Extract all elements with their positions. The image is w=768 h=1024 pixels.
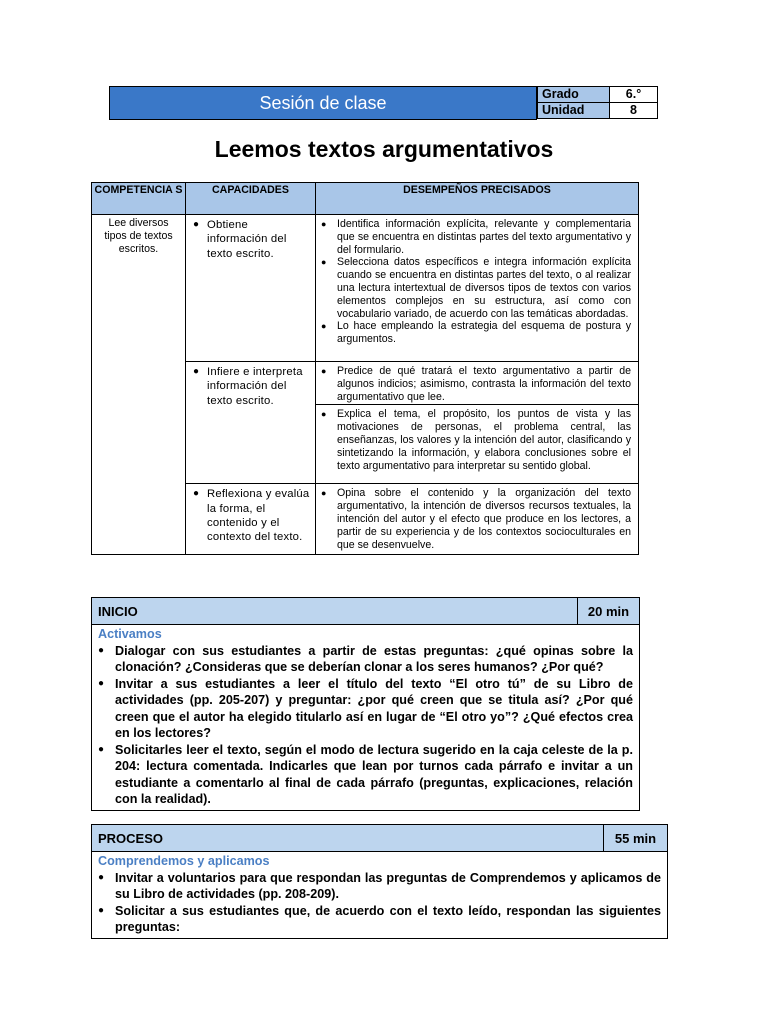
header-capacidades: CAPACIDADES [186,183,316,215]
bullet-icon: ● [321,366,327,376]
header-competencias: COMPETENCIA S [92,183,186,215]
bullet-icon: ● [321,257,327,268]
performance-cell [316,484,639,555]
list-item: ● Solicitar a sus estudiantes que, de acuerdo con el texto leído, respondan las siguientes preguntas: [98,903,661,934]
grade-label: Grado [538,87,610,103]
unit-label: Unidad [538,103,610,119]
proceso-section [91,824,668,939]
competencies-table [91,182,639,555]
bullet-icon: ● [98,871,105,883]
competency-cell [92,215,186,555]
inicio-label: INICIO [92,598,578,625]
table-header-row [92,183,639,215]
capacity-text: Infiere e interpreta información del texto escrito. [207,366,303,407]
capacity-cell [186,484,316,555]
capacity-text: Reflexiona y evalúa la forma, el contenido y el contexto del texto. [207,488,310,544]
performance-text: Predice de qué tratará el texto argumentativo a partir de algunos indicios; asimismo, contrasta la información del texto argumentativo que lee. [337,365,631,403]
performance-text: Opina sobre el contenido y la organización del texto argumentativo, la intención de diversos recursos textuales, la intención del autor y el efecto que produce en los lectores, a partir de su experiencia y de los contextos socioculturales en que se desenvuelve. [337,487,631,551]
table-row [92,215,639,362]
inicio-subtitle: Activamos [98,627,162,641]
header-desempenos: DESEMPEÑOS PRECISADOS [316,183,639,215]
bullet-icon: ● [193,366,200,377]
list-item: ● Invitar a sus estudiantes a leer el título del texto “El otro tú” de su Libro de actividades (pp. 205-207) y preguntar: ¿por qué creen que se titula así? ¿Por qué creen que el autor ha elegido titularlo así en lugar de “El otro yo”? ¿Qué efectos crea en los lectores? [98,676,633,740]
proceso-label: PROCESO [92,825,604,852]
list-item: ● Solicitarles leer el texto, según el modo de lectura sugerido en la caja celeste de la p. 204: lectura comentada. Indicarles que lean por turnos cada párrafo e invitar a un estudiante a comentarlo al final de cada párrafo (preguntas, explicaciones, relación con la realidad). [98,742,633,806]
competency-text: Lee diversos tipos de textos escritos. [104,217,173,255]
performance-text: Explica el tema, el propósito, los puntos de vista y las motivaciones de personas, el problema central, las enseñanzas, los valores y la intención del autor, clasificando y sintetizando la información, y elabora conclusiones sobre el texto argumentativo para interpretar su sentido global. [337,408,631,472]
list-item: ● Invitar a voluntarios para que respondan las preguntas de Comprendemos y aplicamos de su Libro de actividades (pp. 208-209). [98,870,661,901]
proceso-content [92,852,668,939]
grade-unit-table [537,86,658,119]
session-title: Sesión de clase [259,92,387,113]
bullet-icon: ● [321,409,327,420]
performance-cell [316,362,639,405]
session-title-banner [109,86,537,120]
performance-cell [316,215,639,362]
bullet-icon: ● [98,677,105,689]
bullet-icon: ● [321,219,327,229]
bullet-icon: ● [98,743,105,755]
bullet-icon: ● [321,488,327,499]
unit-value: 8 [610,103,658,119]
list-item: ● Dialogar con sus estudiantes a partir de estas preguntas: ¿qué opinas sobre la clonación? ¿Consideras que se deberían clonar a los seres humanos? ¿Por qué? [98,643,633,674]
bullet-icon: ● [98,644,105,656]
capacity-cell [186,362,316,484]
capacity-text: Obtiene información del texto escrito. [207,219,287,260]
bullet-icon: ● [193,488,200,500]
performance-text: Selecciona datos específicos e integra información explícita cuando se encuentra en distintas partes del texto, o al realizar una lectura intertextual de diversos tipos de textos con varios elementos complejos en su estructura, así como con vocabulario variado, de acuerdo con las temáticas abordadas. [337,256,631,320]
proceso-time: 55 min [604,825,668,852]
proceso-subtitle: Comprendemos y aplicamos [98,854,270,868]
bullet-icon: ● [193,219,200,230]
grade-value: 6.° [610,87,658,103]
bullet-icon: ● [98,904,105,916]
inicio-time: 20 min [578,598,640,625]
page-title: Leemos textos argumentativos [214,136,554,162]
performance-text: Identifica información explícita, relevante y complementaria que se encuentra en distintas partes del texto argumentativo y del formulario. [337,218,631,256]
inicio-section [91,597,640,811]
performance-text: Lo hace empleando la estrategia del esquema de postura y argumentos. [337,320,631,346]
capacity-cell [186,215,316,362]
inicio-content [92,625,640,811]
performance-cell [316,405,639,484]
bullet-icon: ● [321,321,327,332]
